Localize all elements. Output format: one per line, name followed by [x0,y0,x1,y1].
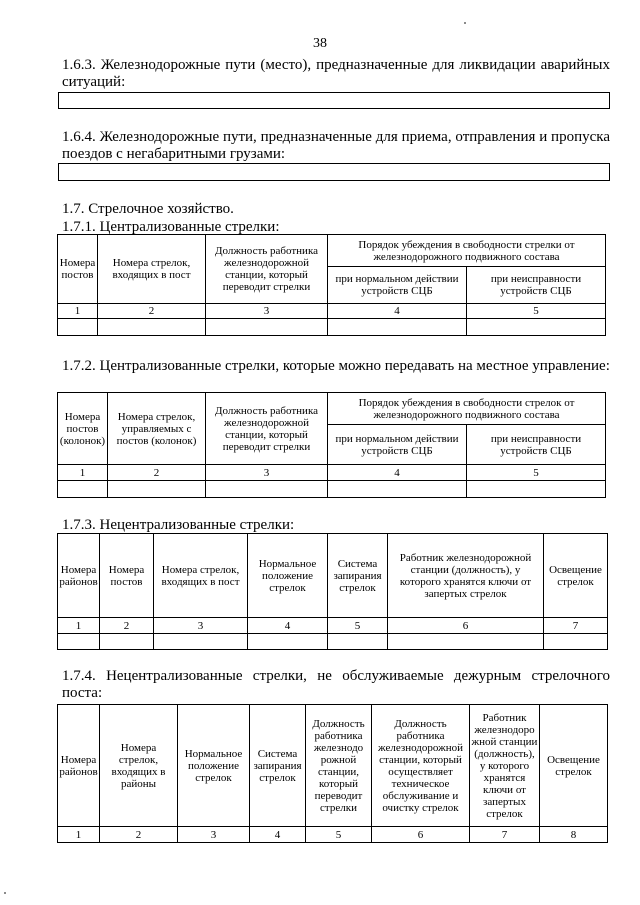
col-number: 6 [372,827,470,843]
empty-cell[interactable] [206,319,328,336]
scan-dot [464,22,466,24]
header-posts: Номера постов [58,235,98,304]
col-number: 7 [544,618,608,634]
header-check-order: Порядок убеждения в свободности стрелок от железнодорожного подвижного состава [328,393,606,425]
header-check-order: Порядок убеждения в свободности стрелки от железнодорожного подвижного состава [328,235,606,267]
table-noncentralized-switches [57,533,608,650]
header-switch-operator: Должность работника железнодо рожной станции, который переводит стрелки [306,705,372,827]
col-number: 1 [58,465,108,481]
col-number: 2 [108,465,206,481]
header-locking-system: Система запирания стрелок [250,705,306,827]
col-number: 4 [328,465,467,481]
empty-cell[interactable] [58,319,98,336]
col-number: 5 [306,827,372,843]
header-fault: при неисправности устройств СЦБ [467,425,606,465]
col-number: 2 [100,827,178,843]
header-switch-numbers: Номера стрелок, входящих в районы [100,705,178,827]
section-1-7-4: 1.7.4. Нецентрализованные стрелки, не обслуживаемые дежурным стрелочного поста: [62,668,610,701]
header-normal-operation: при нормальном действии устройств СЦБ [328,425,467,465]
empty-cell[interactable] [58,634,100,650]
table-unattended-switches [57,704,608,843]
header-key-keeper: Работник железнодоро жной станции (должность), у которого хранятся ключи от запертых стрелок [470,705,540,827]
empty-cell[interactable] [328,319,467,336]
table-row [58,481,606,498]
col-number: 3 [178,827,250,843]
table-local-control-switches [57,392,606,498]
empty-cell[interactable] [206,481,328,498]
header-posts: Номера постов (колонок) [58,393,108,465]
empty-cell[interactable] [100,634,154,650]
page-number: 38 [313,36,327,51]
empty-cell[interactable] [154,634,248,650]
header-key-keeper: Работник железнодорожной станции (должность), у которого хранятся ключи от запертых стрелок [388,534,544,618]
col-number: 5 [467,465,606,481]
col-number: 3 [206,465,328,481]
empty-cell[interactable] [108,481,206,498]
col-number: 1 [58,618,100,634]
empty-cell[interactable] [388,634,544,650]
empty-cell[interactable] [248,634,328,650]
col-number: 3 [154,618,248,634]
table-row [58,634,608,650]
col-number: 6 [388,618,544,634]
col-number: 2 [98,304,206,319]
header-position: Должность работника железнодорожной станции, который переводит стрелки [206,393,328,465]
header-normal-position: Нормальное положение стрелок [178,705,250,827]
header-switch-numbers: Номера стрелок, входящих в пост [98,235,206,304]
empty-cell[interactable] [98,319,206,336]
col-number: 1 [58,304,98,319]
col-number: 3 [206,304,328,319]
header-districts: Номера районов [58,705,100,827]
header-normal-position: Нормальное положение стрелок [248,534,328,618]
section-1-7-3-heading: 1.7.3. Нецентрализованные стрелки: [62,517,295,533]
header-posts: Номера постов [100,534,154,618]
header-switch-numbers: Номера стрелок, управляемых с постов (колонок) [108,393,206,465]
header-districts: Номера районов [58,534,100,618]
header-locking-system: Система запирания стрелок [328,534,388,618]
answer-box-1-6-4[interactable] [58,163,610,181]
header-fault: при неисправности устройств СЦБ [467,267,606,304]
col-number: 2 [100,618,154,634]
section-1-7-2: 1.7.2. Централизованные стрелки, которые можно передавать на местное управление: [62,358,610,374]
section-1-6-3: 1.6.3. Железнодорожные пути (место), предназначенные для ликвидации аварийных ситуаций: [62,57,610,90]
section-1-7-1-heading: 1.7.1. Централизованные стрелки: [62,219,280,235]
empty-cell[interactable] [328,481,467,498]
col-number: 4 [328,304,467,319]
col-number: 5 [467,304,606,319]
header-lighting: Освещение стрелок [544,534,608,618]
answer-box-1-6-3[interactable] [58,92,610,109]
header-switch-numbers: Номера стрелок, входящих в пост [154,534,248,618]
col-number: 8 [540,827,608,843]
section-1-7-heading: 1.7. Стрелочное хозяйство. [62,201,234,217]
table-centralized-switches [57,234,606,336]
empty-cell[interactable] [328,634,388,650]
header-position: Должность работника железнодорожной станции, который переводит стрелки [206,235,328,304]
col-number: 5 [328,618,388,634]
empty-cell[interactable] [467,319,606,336]
col-number: 4 [250,827,306,843]
header-lighting: Освещение стрелок [540,705,608,827]
empty-cell[interactable] [544,634,608,650]
empty-cell[interactable] [58,481,108,498]
header-maintenance-worker: Должность работника железнодорожной станции, который осуществляет техническое обслуживание и очистку стрелок [372,705,470,827]
col-number: 7 [470,827,540,843]
scan-dot [4,892,6,894]
empty-cell[interactable] [467,481,606,498]
table-row [58,319,606,336]
col-number: 4 [248,618,328,634]
col-number: 1 [58,827,100,843]
section-1-6-4: 1.6.4. Железнодорожные пути, предназначенные для приема, отправления и пропуска поездов с негабаритными грузами: [62,129,610,162]
header-normal-operation: при нормальном действии устройств СЦБ [328,267,467,304]
